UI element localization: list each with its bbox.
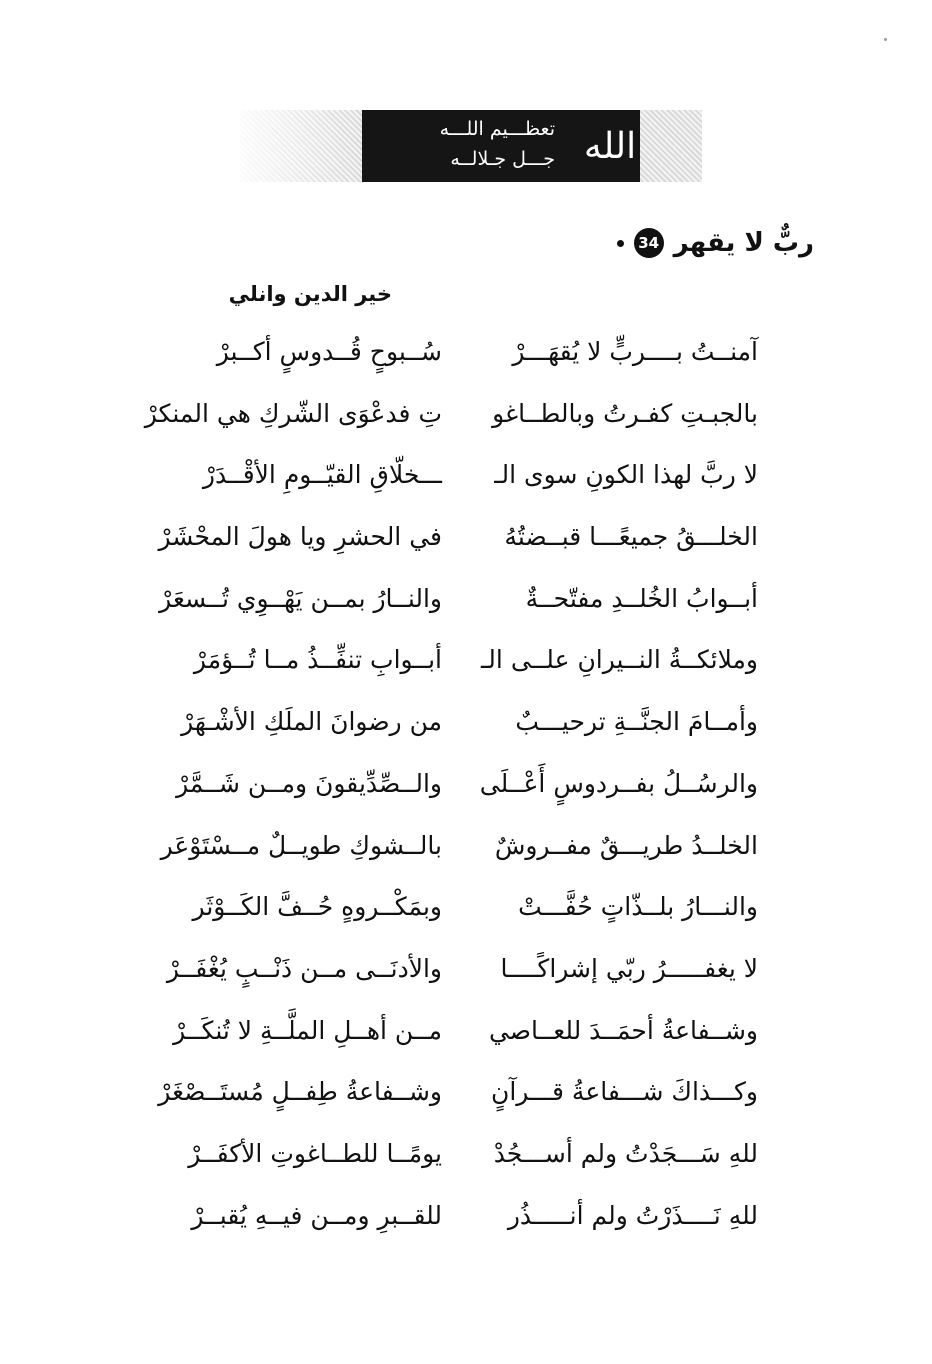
- verse-row: [176, 758, 780, 820]
- verse-first-hemistich: آمنــتُ بــــربٍّ لا يُقهَـــرْ: [512, 337, 758, 366]
- verse-second-hemistich: من رضوانَ الملَكِ الأشْـهَرْ: [181, 707, 442, 737]
- verse-first-hemistich: لا يغفـــــرُ ربّي إشراكًــــا: [500, 953, 758, 983]
- verse-second-hemistich: وبمَكْــروهٍ حُــفَّ الكَــوْثَر: [192, 892, 442, 922]
- verse-row: [159, 573, 780, 635]
- verse-first-hemistich: أبــوابُ الخُلــدِ مفتّحــةٌ: [525, 583, 758, 613]
- verse-second-hemistich: والنــارُ بمــن يَهْــوِي تُــسعَرْ: [159, 583, 442, 613]
- verse-first-hemistich: وملائكــةُ النــيرانِ علــى الـ: [480, 645, 758, 675]
- verse-second-hemistich: للقــبرِ ومــن فيــهِ يُقبــرْ: [191, 1200, 442, 1230]
- verse-first-hemistich: وأمــامَ الجنَّــةِ ترحيـــبٌ: [515, 707, 758, 737]
- verse-first-hemistich: وشــفاعةُ أحمَــدَ للعــاصي: [488, 1015, 758, 1045]
- verse-second-hemistich: ـــخلّاقِ القيّــومِ الأقْــدَرْ: [202, 460, 442, 490]
- verse-row: [180, 634, 780, 696]
- verse-second-hemistich: مــن أهــلِ الملَّــةِ لا تُنكَــرْ: [173, 1015, 442, 1045]
- verse-second-hemistich: بالــشوكِ طويــلٌ مــسْتَوْعَر: [160, 830, 442, 860]
- poem-author: خير الدين وانلي: [228, 282, 392, 306]
- verse-first-hemistich: الخلـــقُ جميعًـــا قبــضتُهُ: [504, 522, 758, 552]
- verse-first-hemistich: بالجبـتِ كفـرتُ وبالطــاغو: [492, 398, 758, 428]
- calligraphy-logo: الله: [583, 125, 637, 167]
- verse-row: [158, 1066, 780, 1128]
- verse-row: [180, 881, 780, 943]
- verse-first-hemistich: وكـــذاكَ شـــفاعةُ قـــرآنٍ: [490, 1077, 758, 1107]
- header-line-2: جـــل جـلالــه: [450, 148, 555, 170]
- page-speck: [884, 38, 887, 41]
- verse-second-hemistich: والــصِّدِّيقونَ ومــن شَــمَّرْ: [176, 768, 442, 798]
- verse-row: [144, 388, 780, 450]
- verse-row: [166, 943, 780, 1005]
- verse-first-hemistich: لا ربَّ لهذا الكونِ سوى الـ: [494, 460, 758, 490]
- verse-row: [180, 449, 780, 511]
- verse-row: [158, 511, 780, 573]
- verse-first-hemistich: الخلــدُ طريـــقٌ مفــروشٌ: [494, 830, 758, 860]
- verse-second-hemistich: وشــفاعةُ طِفــلٍ مُستَــصْغَرْ: [158, 1077, 442, 1107]
- verse-first-hemistich: للهِ سَـــجَدْتُ ولم أســـجُدْ: [493, 1138, 758, 1168]
- poem-verses: [144, 326, 780, 1251]
- poem-heading: [617, 228, 814, 258]
- verse-second-hemistich: يومًــا للطــاغوتِ الأكفَــرْ: [188, 1138, 442, 1168]
- verse-second-hemistich: تِ فدعْوَى الشّركِ هي المنكرْ: [144, 398, 442, 428]
- verse-row: [180, 1128, 780, 1190]
- poem-title: ربٌّ لا يقهر: [673, 228, 814, 258]
- verse-row: [160, 820, 780, 882]
- header-line-1: تعظـــيم اللـــه: [439, 118, 555, 140]
- verse-second-hemistich: سُــبوحٍ قُــدوسٍ أكــبرْ: [216, 337, 442, 366]
- verse-row: [173, 1005, 780, 1067]
- verse-second-hemistich: في الحشرِ ويا هولَ المحْشَرْ: [158, 522, 442, 552]
- verse-row: [180, 326, 780, 388]
- verse-row: [180, 696, 780, 758]
- bullet-icon: [617, 240, 624, 247]
- verse-row: [180, 1190, 780, 1252]
- verse-second-hemistich: والأدنَــى مــن ذَنْــبٍ يُغْفَــرْ: [166, 953, 442, 983]
- verse-second-hemistich: أبــوابِ تنفِّــذُ مــا تُــؤمَرْ: [193, 645, 442, 675]
- verse-first-hemistich: والرسُــلُ بفــردوسٍ أَعْــلَى: [479, 768, 758, 798]
- verse-first-hemistich: للهِ نَــــذَرْتُ ولم أنـــــذُر: [507, 1200, 758, 1230]
- verse-first-hemistich: والنـــارُ بلــذّاتٍ حُفَّـــتْ: [518, 892, 758, 922]
- poem-number-badge: 34: [634, 228, 664, 258]
